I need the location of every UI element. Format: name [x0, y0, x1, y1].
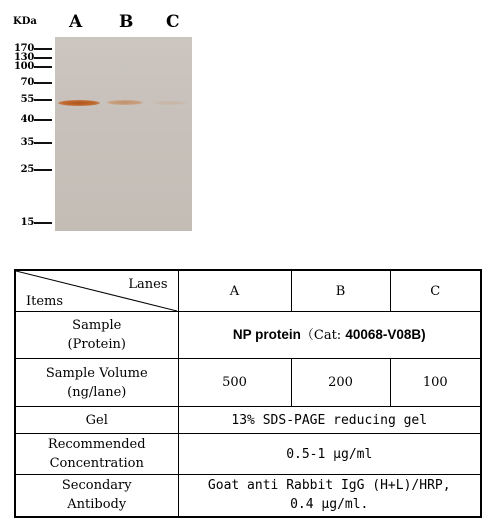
- marker-170: 170: [0, 43, 52, 55]
- kda-unit-label: KDa: [13, 16, 37, 27]
- concentration-value-cell: 0.5-1 μg/ml: [178, 434, 481, 475]
- row-label-line-1: Secondary: [61, 478, 132, 494]
- antibody-line-2: 0.4 μg/ml.: [290, 497, 369, 513]
- row-label-line-1: Sample: [72, 318, 122, 333]
- table-row-volume: [15, 359, 481, 407]
- sample-protein-name: NP protein: [232, 327, 301, 342]
- sample-value-cell: [178, 312, 481, 359]
- lane-label-c: C: [166, 12, 180, 32]
- gel-value-cell: 13% SDS-PAGE reducing gel: [178, 407, 481, 434]
- volume-lane-a: 500: [178, 359, 291, 407]
- header-items-label: Items: [26, 294, 64, 309]
- experiment-info-table: [14, 269, 482, 518]
- row-label-concentration: [15, 434, 178, 475]
- header-col-a: A: [178, 270, 291, 312]
- lane-label-a: A: [69, 12, 83, 32]
- marker-100: 100: [0, 61, 52, 73]
- marker-40: 40: [0, 114, 52, 126]
- row-label-antibody: [15, 475, 178, 517]
- table-row-concentration: [15, 434, 481, 475]
- marker-130: 130: [0, 52, 52, 64]
- band-lane-b: [107, 100, 143, 105]
- header-diagonal-cell: [15, 270, 178, 312]
- row-label-volume: [15, 359, 178, 407]
- marker-35: 35: [0, 137, 52, 149]
- marker-15: 15: [0, 217, 52, 229]
- table-row-sample: [15, 312, 481, 359]
- lane-label-b: B: [119, 12, 134, 32]
- table-row-antibody: [15, 475, 481, 517]
- marker-70: 70: [0, 77, 52, 89]
- header-lanes-label: Lanes: [128, 277, 168, 292]
- header-col-b: B: [291, 270, 390, 312]
- row-label-line-1: Sample Volume: [45, 365, 148, 381]
- table-header-row: [15, 270, 481, 312]
- header-col-c: C: [390, 270, 481, 312]
- antibody-line-1: Goat anti Rabbit IgG (H+L)/HRP,: [207, 478, 451, 494]
- sample-cat-number: 40068-V08B): [345, 327, 426, 342]
- row-label-line-2: Concentration: [49, 456, 144, 471]
- row-label-line-1: Recommended: [47, 437, 146, 452]
- row-label-gel: Gel: [15, 407, 178, 434]
- marker-25: 25: [0, 164, 52, 176]
- row-label-line-2: (ng/lane): [67, 384, 127, 400]
- western-blot-image: [0, 0, 485, 250]
- marker-55: 55: [0, 94, 52, 106]
- table-row-gel: [15, 407, 481, 434]
- sample-cat-prefix: （Cat:: [300, 328, 342, 343]
- row-label-line-2: Antibody: [67, 497, 127, 513]
- band-lane-c: [153, 101, 187, 105]
- volume-lane-b: 200: [291, 359, 390, 407]
- band-lane-a: [58, 100, 100, 106]
- blot-membrane: [55, 37, 192, 231]
- row-label-line-2: (Protein): [67, 337, 126, 352]
- antibody-value-cell: [178, 475, 481, 517]
- row-label-sample: [15, 312, 178, 359]
- volume-lane-c: 100: [390, 359, 481, 407]
